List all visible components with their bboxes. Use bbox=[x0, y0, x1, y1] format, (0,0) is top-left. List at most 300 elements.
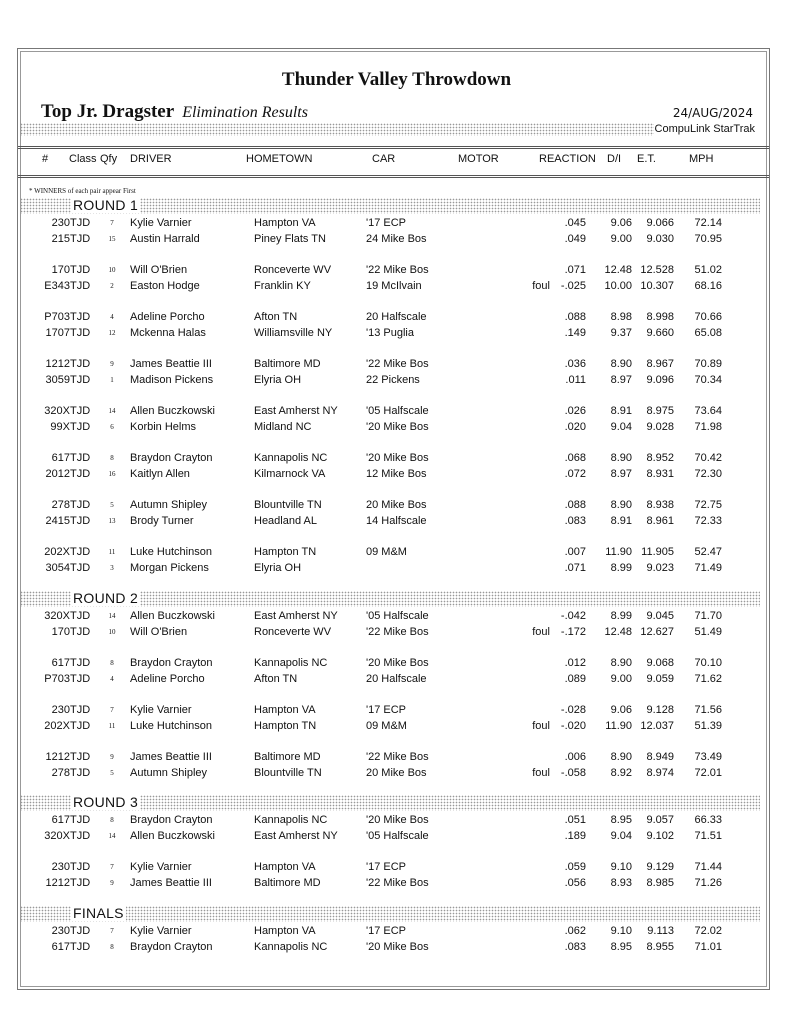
hometown: Baltimore MD bbox=[254, 358, 321, 370]
table-row bbox=[18, 765, 769, 781]
col-motor: MOTOR bbox=[458, 153, 499, 165]
table-row bbox=[18, 875, 769, 891]
class-code: TJD bbox=[70, 562, 91, 574]
dial-in: 9.00 bbox=[610, 673, 632, 685]
car-number: 617 bbox=[51, 657, 70, 669]
hometown: Franklin KY bbox=[254, 280, 311, 292]
car-name: '05 Halfscale bbox=[366, 405, 429, 417]
table-row bbox=[18, 513, 769, 529]
elapsed-time: 12.037 bbox=[640, 720, 674, 732]
car-name: '22 Mike Bos bbox=[366, 264, 429, 276]
car-name: '20 Mike Bos bbox=[366, 657, 429, 669]
elapsed-time: 8.967 bbox=[646, 358, 674, 370]
car-name: 12 Mike Bos bbox=[366, 468, 427, 480]
hometown: Kannapolis NC bbox=[254, 941, 328, 953]
driver-name: Madison Pickens bbox=[130, 374, 214, 386]
car-number: 99X bbox=[50, 421, 70, 433]
qualifying-position: 10 bbox=[108, 266, 116, 274]
dial-in: 8.90 bbox=[610, 751, 632, 763]
round-label: FINALS bbox=[73, 905, 124, 921]
table-row bbox=[18, 923, 769, 939]
dial-in: 8.95 bbox=[610, 814, 632, 826]
col-hometown: HOMETOWN bbox=[246, 153, 313, 165]
speed-mph: 71.26 bbox=[694, 877, 722, 889]
class-code: TJD bbox=[70, 720, 91, 732]
driver-name: Kylie Varnier bbox=[130, 217, 192, 229]
reaction-time: .051 bbox=[564, 814, 586, 826]
qualifying-position: 7 bbox=[110, 706, 114, 714]
hometown: East Amherst NY bbox=[254, 405, 338, 417]
elapsed-time: 9.059 bbox=[646, 673, 674, 685]
foul-flag: foul bbox=[532, 280, 550, 292]
qualifying-position: 8 bbox=[110, 454, 114, 462]
reaction-time: .068 bbox=[564, 452, 586, 464]
driver-name: Allen Buczkowski bbox=[130, 830, 215, 842]
car-name: 20 Mike Bos bbox=[366, 499, 427, 511]
speed-mph: 71.70 bbox=[694, 610, 722, 622]
column-header-row bbox=[18, 153, 769, 171]
car-number: 1707 bbox=[45, 327, 70, 339]
speed-mph: 71.44 bbox=[694, 861, 722, 873]
table-row bbox=[18, 278, 769, 294]
dial-in: 8.95 bbox=[610, 941, 632, 953]
qualifying-position: 9 bbox=[110, 879, 114, 887]
class-code: TJD bbox=[70, 233, 91, 245]
hometown: Blountville TN bbox=[254, 767, 322, 779]
round-label: ROUND 2 bbox=[73, 590, 139, 606]
hometown: East Amherst NY bbox=[254, 830, 338, 842]
reaction-time: .083 bbox=[564, 941, 586, 953]
driver-name: Braydon Crayton bbox=[130, 452, 213, 464]
qualifying-position: 4 bbox=[110, 675, 114, 683]
qualifying-position: 8 bbox=[110, 943, 114, 951]
car-number: 617 bbox=[51, 452, 70, 464]
speed-mph: 72.01 bbox=[694, 767, 722, 779]
elapsed-time: 11.905 bbox=[641, 546, 674, 558]
qualifying-position: 6 bbox=[110, 423, 114, 431]
elapsed-time: 8.949 bbox=[646, 751, 674, 763]
table-row bbox=[18, 466, 769, 482]
driver-name: Easton Hodge bbox=[130, 280, 200, 292]
round-band bbox=[20, 591, 760, 607]
reaction-time: .059 bbox=[564, 861, 586, 873]
elapsed-time: 9.096 bbox=[646, 374, 674, 386]
reaction-time: -.042 bbox=[560, 610, 586, 622]
reaction-time: .189 bbox=[564, 830, 586, 842]
car-number: 617 bbox=[51, 941, 70, 953]
table-row bbox=[18, 325, 769, 341]
elapsed-time: 8.952 bbox=[646, 452, 674, 464]
car-number: 170 bbox=[51, 264, 70, 276]
elapsed-time: 9.066 bbox=[646, 217, 674, 229]
header-rule-bottom-2 bbox=[18, 177, 769, 178]
hometown: Ronceverte WV bbox=[254, 626, 332, 638]
car-name: 24 Mike Bos bbox=[366, 233, 427, 245]
car-name: '17 ECP bbox=[366, 217, 407, 229]
reaction-time: -.058 bbox=[560, 767, 586, 779]
car-name: 09 M&M bbox=[366, 546, 407, 558]
driver-name: Will O'Brien bbox=[130, 264, 188, 276]
hometown: Williamsville NY bbox=[254, 327, 333, 339]
reaction-time: .036 bbox=[564, 358, 586, 370]
car-number: 2012 bbox=[45, 468, 70, 480]
dial-in: 9.00 bbox=[610, 233, 632, 245]
qualifying-position: 7 bbox=[110, 863, 114, 871]
car-name: '22 Mike Bos bbox=[366, 751, 429, 763]
dial-in: 9.10 bbox=[610, 861, 632, 873]
class-code: TJD bbox=[70, 421, 91, 433]
driver-name: Brody Turner bbox=[130, 515, 194, 527]
car-number: 278 bbox=[51, 499, 70, 511]
dial-in: 11.90 bbox=[605, 720, 632, 732]
class-code: TJD bbox=[70, 217, 91, 229]
class-code: TJD bbox=[70, 264, 91, 276]
driver-name: Kylie Varnier bbox=[130, 925, 192, 937]
car-name: '17 ECP bbox=[366, 925, 407, 937]
table-row bbox=[18, 828, 769, 844]
header-rule-top bbox=[18, 146, 769, 147]
car-number: 1212 bbox=[45, 751, 70, 763]
vendor-label: CompuLink StarTrak bbox=[654, 123, 755, 135]
driver-name: Kylie Varnier bbox=[130, 861, 192, 873]
qualifying-position: 9 bbox=[110, 360, 114, 368]
class-code: TJD bbox=[70, 405, 91, 417]
hometown: Blountville TN bbox=[254, 499, 322, 511]
dial-in: 9.10 bbox=[610, 925, 632, 937]
hometown: Hampton TN bbox=[254, 546, 317, 558]
dial-in: 8.99 bbox=[610, 562, 632, 574]
reaction-time: .072 bbox=[564, 468, 586, 480]
car-name: 09 M&M bbox=[366, 720, 407, 732]
qualifying-position: 13 bbox=[108, 517, 116, 525]
class-code: TJD bbox=[70, 374, 91, 386]
speed-mph: 52.47 bbox=[694, 546, 722, 558]
class-code: TJD bbox=[70, 327, 91, 339]
dial-in: 8.97 bbox=[610, 468, 632, 480]
elapsed-time: 8.975 bbox=[646, 405, 674, 417]
hometown: Elyria OH bbox=[254, 374, 302, 386]
reaction-time: -.020 bbox=[560, 720, 586, 732]
driver-name: Luke Hutchinson bbox=[130, 720, 212, 732]
dial-in: 8.99 bbox=[610, 610, 632, 622]
dial-in: 12.48 bbox=[604, 626, 632, 638]
reaction-time: .071 bbox=[564, 562, 586, 574]
driver-name: Luke Hutchinson bbox=[130, 546, 212, 558]
speed-mph: 71.51 bbox=[694, 830, 722, 842]
qualifying-position: 15 bbox=[108, 235, 116, 243]
driver-name: Autumn Shipley bbox=[130, 499, 208, 511]
driver-name: Braydon Crayton bbox=[130, 941, 213, 953]
car-name: '17 ECP bbox=[366, 861, 407, 873]
qualifying-position: 2 bbox=[110, 282, 114, 290]
hometown: East Amherst NY bbox=[254, 610, 338, 622]
car-name: 19 McIlvain bbox=[366, 280, 422, 292]
table-row bbox=[18, 718, 769, 734]
speed-mph: 68.16 bbox=[694, 280, 722, 292]
car-number: 230 bbox=[51, 861, 70, 873]
elapsed-time: 12.627 bbox=[640, 626, 674, 638]
car-name: '20 Mike Bos bbox=[366, 452, 429, 464]
reaction-time: .007 bbox=[564, 546, 586, 558]
reaction-time: .006 bbox=[564, 751, 586, 763]
foul-flag: foul bbox=[532, 626, 550, 638]
driver-name: Morgan Pickens bbox=[130, 562, 209, 574]
table-row bbox=[18, 671, 769, 687]
speed-mph: 70.89 bbox=[694, 358, 722, 370]
car-number: 215 bbox=[51, 233, 70, 245]
elapsed-time: 8.938 bbox=[646, 499, 674, 511]
qualifying-position: 14 bbox=[108, 407, 116, 415]
class-code: TJD bbox=[70, 861, 91, 873]
reaction-time: -.028 bbox=[560, 704, 586, 716]
dial-in: 8.97 bbox=[610, 374, 632, 386]
class-title: Top Jr. Dragster bbox=[41, 101, 175, 122]
dial-in: 9.04 bbox=[610, 830, 632, 842]
hometown: Kilmarnock VA bbox=[254, 468, 326, 480]
elapsed-time: 9.660 bbox=[646, 327, 674, 339]
class-code: TJD bbox=[70, 499, 91, 511]
hometown: Hampton VA bbox=[254, 704, 316, 716]
hometown: Kannapolis NC bbox=[254, 814, 328, 826]
class-code: TJD bbox=[70, 751, 91, 763]
car-name: 20 Mike Bos bbox=[366, 767, 427, 779]
class-code: TJD bbox=[70, 673, 91, 685]
table-row bbox=[18, 262, 769, 278]
elapsed-time: 8.955 bbox=[646, 941, 674, 953]
qualifying-position: 7 bbox=[110, 219, 114, 227]
speed-mph: 70.10 bbox=[694, 657, 722, 669]
qualifying-position: 7 bbox=[110, 927, 114, 935]
class-code: TJD bbox=[70, 941, 91, 953]
reaction-time: .089 bbox=[564, 673, 586, 685]
elapsed-time: 9.045 bbox=[646, 610, 674, 622]
driver-name: Mckenna Halas bbox=[130, 327, 206, 339]
class-code: TJD bbox=[70, 280, 91, 292]
qualifying-position: 10 bbox=[108, 628, 116, 636]
reaction-time: .088 bbox=[564, 499, 586, 511]
table-row bbox=[18, 655, 769, 671]
table-row bbox=[18, 812, 769, 828]
car-number: 278 bbox=[51, 767, 70, 779]
table-row bbox=[18, 372, 769, 388]
dial-in: 8.91 bbox=[610, 515, 632, 527]
speed-mph: 70.66 bbox=[694, 311, 722, 323]
speed-mph: 51.02 bbox=[694, 264, 722, 276]
car-number: 3054 bbox=[45, 562, 70, 574]
driver-name: Kaitlyn Allen bbox=[130, 468, 190, 480]
car-name: '22 Mike Bos bbox=[366, 877, 429, 889]
driver-name: Allen Buczkowski bbox=[130, 610, 215, 622]
class-code: TJD bbox=[70, 610, 91, 622]
qualifying-position: 4 bbox=[110, 313, 114, 321]
speed-mph: 65.08 bbox=[694, 327, 722, 339]
dial-in: 8.98 bbox=[610, 311, 632, 323]
elapsed-time: 8.985 bbox=[646, 877, 674, 889]
class-heading bbox=[41, 101, 308, 123]
car-number: 230 bbox=[51, 925, 70, 937]
class-code: TJD bbox=[70, 925, 91, 937]
dial-in: 8.90 bbox=[610, 499, 632, 511]
speed-mph: 73.64 bbox=[694, 405, 722, 417]
reaction-time: .045 bbox=[564, 217, 586, 229]
qualifying-position: 5 bbox=[110, 769, 114, 777]
hometown: Kannapolis NC bbox=[254, 657, 328, 669]
speed-mph: 71.62 bbox=[694, 673, 722, 685]
speed-mph: 66.33 bbox=[694, 814, 722, 826]
dial-in: 8.92 bbox=[610, 767, 632, 779]
class-code: TJD bbox=[70, 468, 91, 480]
class-code: TJD bbox=[70, 657, 91, 669]
table-row bbox=[18, 450, 769, 466]
table-row bbox=[18, 624, 769, 640]
car-number: P703 bbox=[44, 311, 70, 323]
car-name: '20 Mike Bos bbox=[366, 421, 429, 433]
elapsed-time: 8.961 bbox=[646, 515, 674, 527]
qualifying-position: 12 bbox=[108, 329, 116, 337]
elapsed-time: 8.931 bbox=[646, 468, 674, 480]
winners-note: * WINNERS of each pair appear First bbox=[29, 187, 136, 195]
car-number: 1212 bbox=[45, 358, 70, 370]
hometown: Hampton VA bbox=[254, 217, 316, 229]
driver-name: Braydon Crayton bbox=[130, 814, 213, 826]
elapsed-time: 9.102 bbox=[646, 830, 674, 842]
car-name: '22 Mike Bos bbox=[366, 358, 429, 370]
dial-in: 12.48 bbox=[604, 264, 632, 276]
driver-name: James Beattie III bbox=[130, 877, 212, 889]
car-number: 230 bbox=[51, 217, 70, 229]
car-number: 1212 bbox=[45, 877, 70, 889]
header-dot-band bbox=[20, 123, 654, 136]
col-et: E.T. bbox=[637, 153, 656, 165]
class-code: TJD bbox=[70, 546, 91, 558]
car-number: 3059 bbox=[45, 374, 70, 386]
elapsed-time: 9.028 bbox=[646, 421, 674, 433]
col-reaction: REACTION bbox=[539, 153, 596, 165]
reaction-time: .020 bbox=[564, 421, 586, 433]
car-name: '20 Mike Bos bbox=[366, 941, 429, 953]
driver-name: Will O'Brien bbox=[130, 626, 188, 638]
car-number: 202X bbox=[44, 546, 70, 558]
car-number: 320X bbox=[44, 830, 70, 842]
class-code: TJD bbox=[70, 704, 91, 716]
driver-name: James Beattie III bbox=[130, 751, 212, 763]
reaction-time: .026 bbox=[564, 405, 586, 417]
round-band bbox=[20, 906, 760, 922]
table-row bbox=[18, 560, 769, 576]
car-number: 320X bbox=[44, 405, 70, 417]
round-label: ROUND 1 bbox=[73, 197, 139, 213]
car-name: 20 Halfscale bbox=[366, 311, 427, 323]
reaction-time: .011 bbox=[565, 374, 586, 386]
hometown: Headland AL bbox=[254, 515, 317, 527]
class-code: TJD bbox=[70, 767, 91, 779]
class-code: TJD bbox=[70, 358, 91, 370]
class-code: TJD bbox=[70, 830, 91, 842]
elapsed-time: 8.998 bbox=[646, 311, 674, 323]
col-num: # bbox=[42, 153, 49, 165]
hometown: Elyria OH bbox=[254, 562, 302, 574]
car-number: P703 bbox=[44, 673, 70, 685]
header-rule-bottom bbox=[18, 175, 769, 176]
dial-in: 9.37 bbox=[610, 327, 632, 339]
table-row bbox=[18, 356, 769, 372]
qualifying-position: 9 bbox=[110, 753, 114, 761]
hometown: Hampton TN bbox=[254, 720, 317, 732]
table-row bbox=[18, 544, 769, 560]
driver-name: Korbin Helms bbox=[130, 421, 197, 433]
reaction-time: -.172 bbox=[560, 626, 586, 638]
col-driver: DRIVER bbox=[130, 153, 172, 165]
reaction-time: .062 bbox=[564, 925, 586, 937]
dial-in: 8.93 bbox=[610, 877, 632, 889]
speed-mph: 70.95 bbox=[694, 233, 722, 245]
elapsed-time: 12.528 bbox=[640, 264, 674, 276]
car-name: 20 Halfscale bbox=[366, 673, 427, 685]
col-di: D/I bbox=[607, 153, 622, 165]
car-number: 230 bbox=[51, 704, 70, 716]
driver-name: Adeline Porcho bbox=[130, 311, 205, 323]
dial-in: 8.91 bbox=[610, 405, 632, 417]
table-row bbox=[18, 215, 769, 231]
elapsed-time: 9.068 bbox=[646, 657, 674, 669]
table-row bbox=[18, 231, 769, 247]
speed-mph: 72.14 bbox=[694, 217, 722, 229]
round-band bbox=[20, 198, 760, 214]
driver-name: James Beattie III bbox=[130, 358, 212, 370]
reaction-time: .071 bbox=[564, 264, 586, 276]
qualifying-position: 1 bbox=[110, 376, 114, 384]
table-row bbox=[18, 309, 769, 325]
reaction-time: .049 bbox=[564, 233, 586, 245]
elapsed-time: 9.030 bbox=[646, 233, 674, 245]
col-mph: MPH bbox=[689, 153, 714, 165]
qualifying-position: 8 bbox=[110, 816, 114, 824]
table-row bbox=[18, 702, 769, 718]
class-code: TJD bbox=[70, 814, 91, 826]
dial-in: 11.90 bbox=[605, 546, 632, 558]
class-code: TJD bbox=[70, 452, 91, 464]
car-name: '13 Puglia bbox=[366, 327, 414, 339]
hometown: Piney Flats TN bbox=[254, 233, 326, 245]
speed-mph: 72.02 bbox=[694, 925, 722, 937]
driver-name: Braydon Crayton bbox=[130, 657, 213, 669]
event-title: Thunder Valley Throwdown bbox=[281, 69, 512, 90]
hometown: Baltimore MD bbox=[254, 877, 321, 889]
car-name: '05 Halfscale bbox=[366, 830, 429, 842]
hometown: Afton TN bbox=[254, 311, 298, 323]
table-row bbox=[18, 608, 769, 624]
car-name: 22 Pickens bbox=[366, 374, 420, 386]
speed-mph: 70.42 bbox=[694, 452, 722, 464]
qualifying-position: 16 bbox=[108, 470, 116, 478]
qualifying-position: 3 bbox=[110, 564, 114, 572]
qualifying-position: 5 bbox=[110, 501, 114, 509]
elapsed-time: 10.307 bbox=[640, 280, 674, 292]
hometown: Baltimore MD bbox=[254, 751, 321, 763]
speed-mph: 71.49 bbox=[694, 562, 722, 574]
round-label: ROUND 3 bbox=[73, 794, 139, 810]
report-title: Elimination Results bbox=[182, 104, 308, 121]
table-row bbox=[18, 497, 769, 513]
car-number: 202X bbox=[44, 720, 70, 732]
car-number: E343 bbox=[44, 280, 70, 292]
foul-flag: foul bbox=[532, 767, 550, 779]
qualifying-position: 11 bbox=[108, 722, 116, 730]
driver-name: Austin Harrald bbox=[130, 233, 200, 245]
table-row bbox=[18, 403, 769, 419]
hometown: Hampton VA bbox=[254, 925, 316, 937]
car-number: 617 bbox=[51, 814, 70, 826]
